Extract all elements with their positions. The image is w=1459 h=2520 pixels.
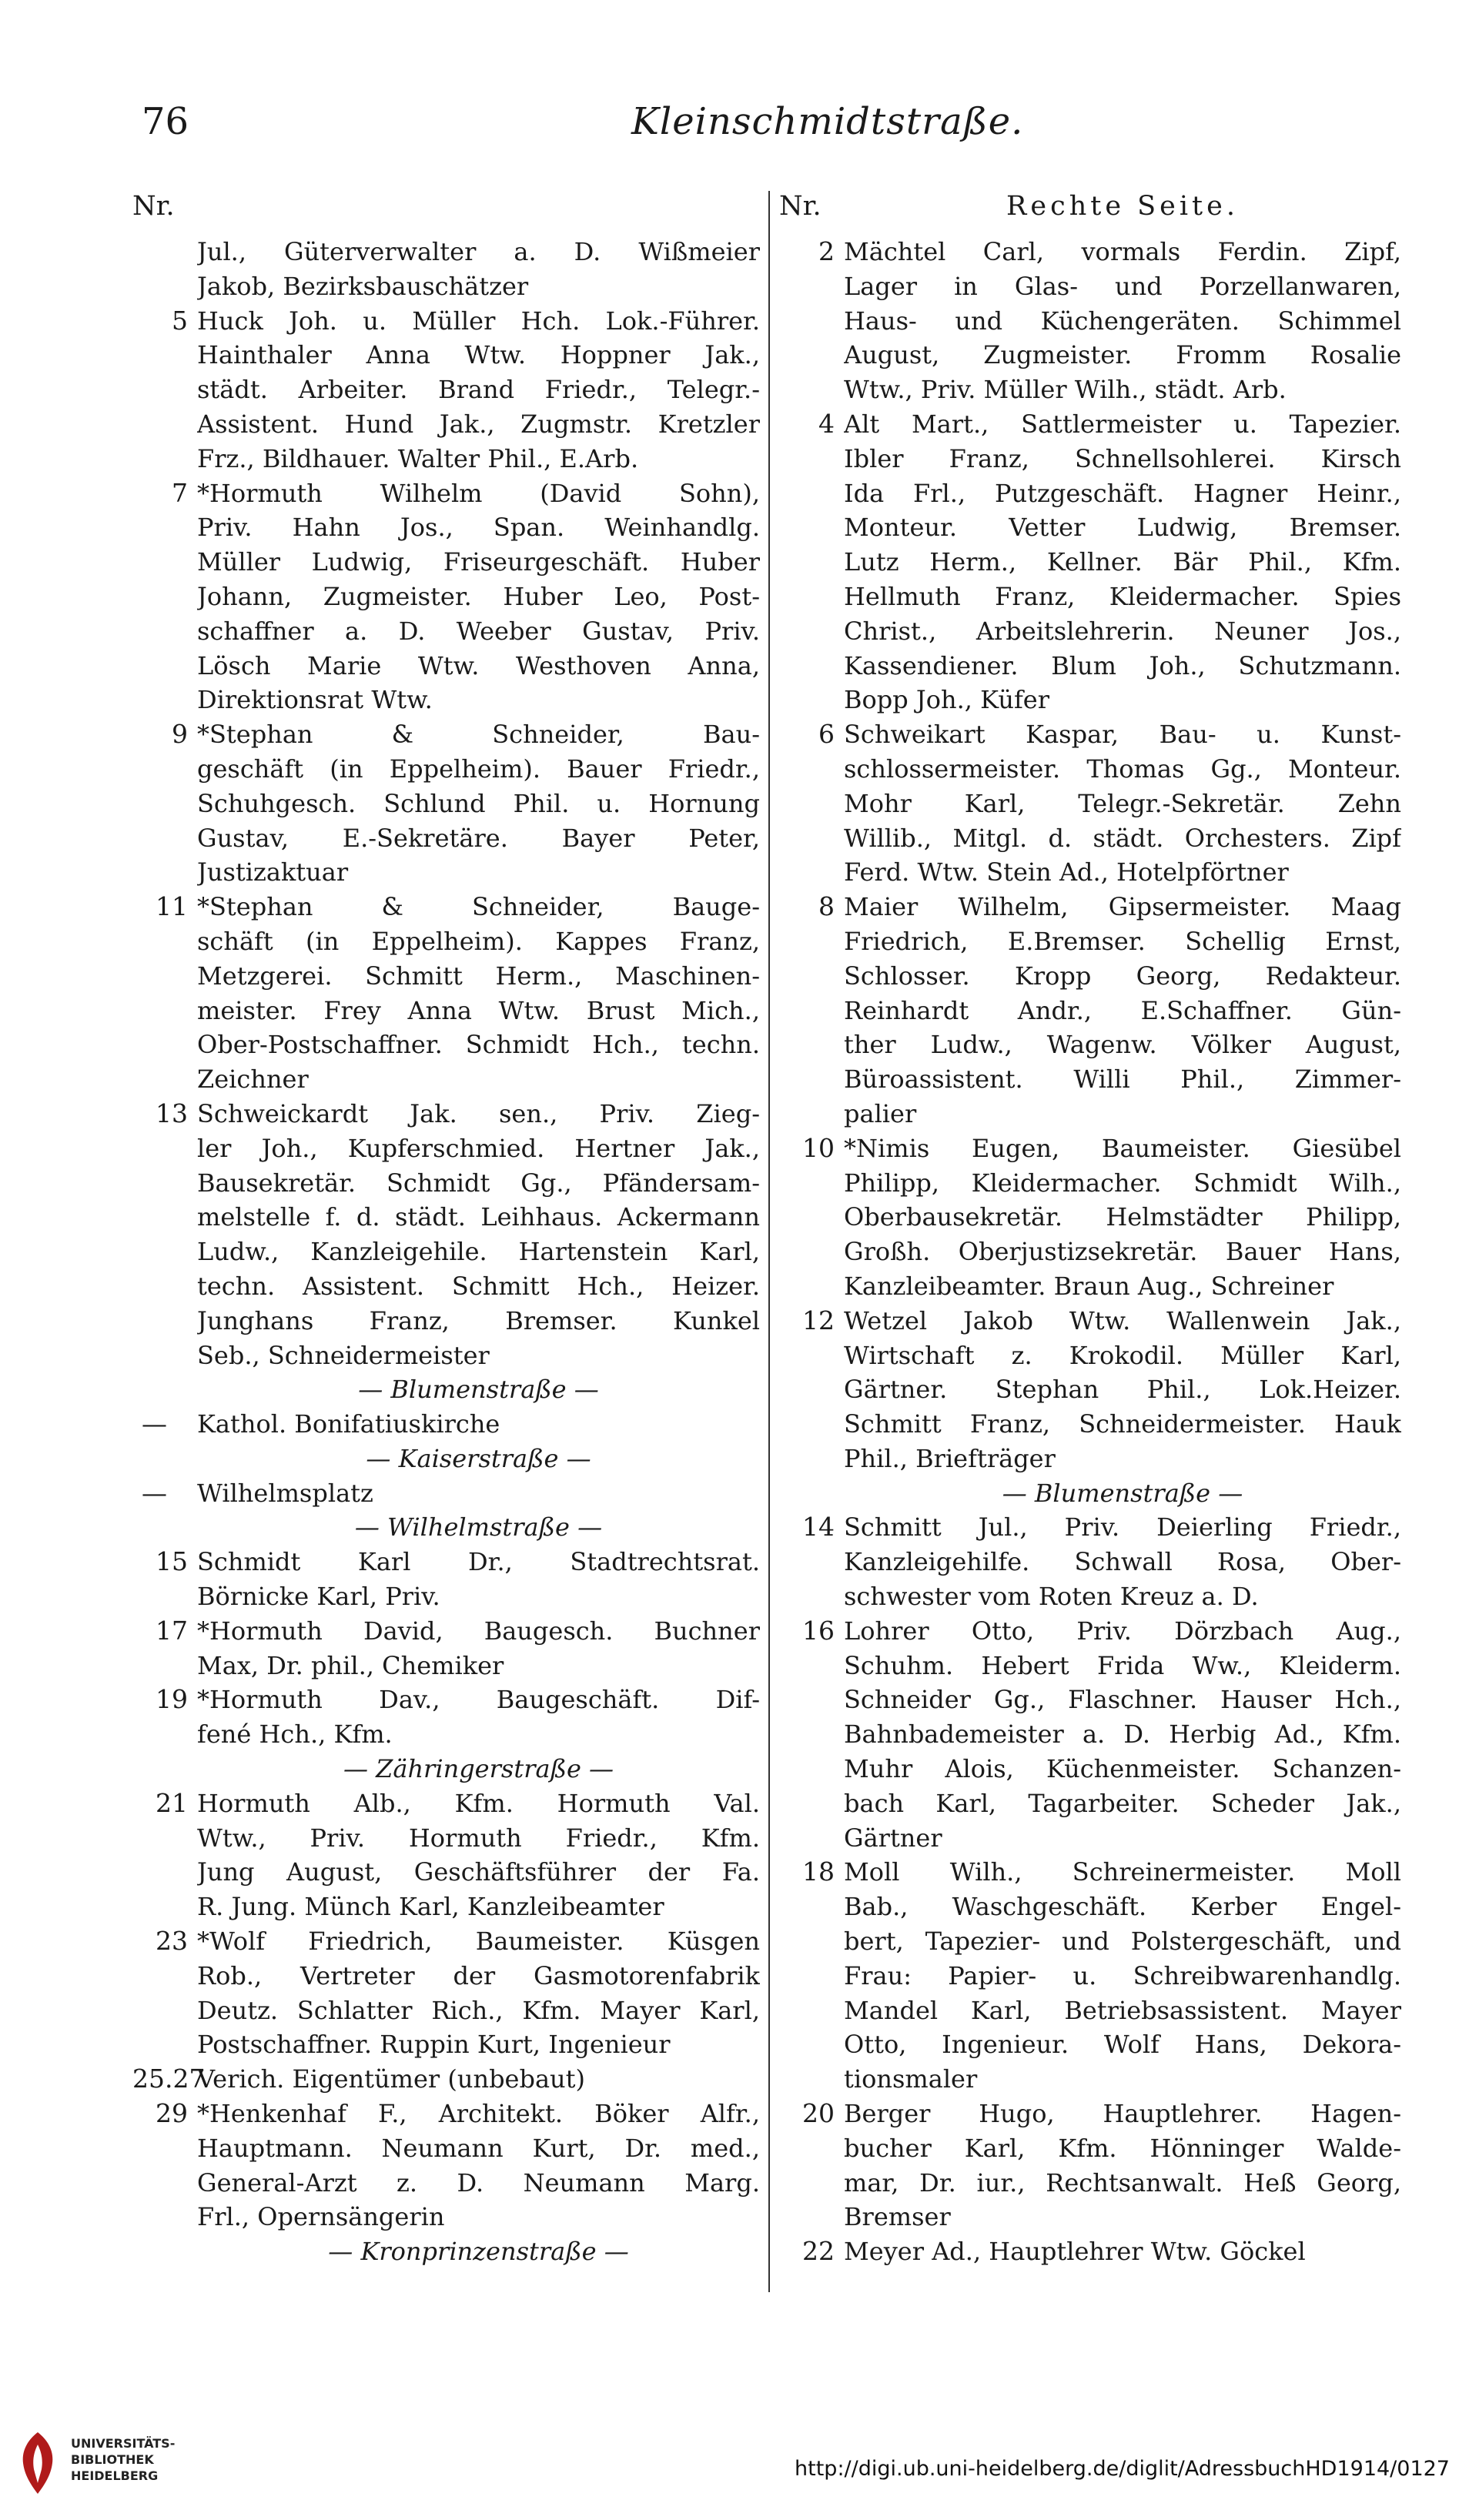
resident-lines: [197, 1752, 760, 1786]
resident-line: Deutz. Schlatter Rich., Kfm. Mayer Karl,: [197, 1995, 760, 2025]
resident-line: *Hormuth David, Baugesch. Buchner: [197, 1616, 760, 1646]
resident-lines: [844, 1131, 1401, 1304]
address-entry: [779, 235, 1401, 407]
house-number: [132, 235, 197, 304]
resident-line: ler Joh., Kupferschmied. Hertner Jak.,: [197, 1133, 760, 1163]
address-entry: [779, 407, 1401, 717]
address-entry: [132, 1786, 760, 1924]
resident-lines: [197, 2062, 760, 2097]
address-entry: [132, 1545, 760, 1614]
resident-line: Bahnbademeister a. D. Herbig Ad., Kfm.: [844, 1720, 1401, 1750]
house-number: 8: [818, 891, 835, 922]
resident-line: Meyer Ad., Hauptlehrer Wtw. Göckel: [844, 2237, 1306, 2267]
resident-line: Priv. Hahn Jos., Span. Weinhandlg.: [197, 513, 760, 543]
resident-lines: [197, 1476, 760, 1511]
resident-line: *Stephan & Schneider, Bauge-: [197, 892, 760, 922]
cross-street-marker: [132, 2234, 760, 2269]
resident-line: Zeichner: [197, 1064, 309, 1095]
resident-line: Schweikart Kaspar, Bau- u. Kunst-: [844, 720, 1401, 750]
resident-lines: [197, 1614, 760, 1683]
resident-line: Büroassistent. Willi Phil., Zimmer-: [844, 1064, 1401, 1095]
house-number: 13: [156, 1098, 188, 1128]
resident-line: Gärtner: [844, 1823, 942, 1853]
source-url-link[interactable]: http://digi.ub.uni-heidelberg.de/diglit/AdressbuchHD1914/0127: [795, 2457, 1450, 2481]
resident-line: Börnicke Karl, Priv.: [197, 1582, 440, 1612]
resident-line: Oberbausekretär. Helmstädter Philipp,: [844, 1202, 1401, 1232]
cross-street-marker: [132, 1442, 760, 1476]
resident-line: Bab., Waschgeschäft. Kerber Engel-: [844, 1892, 1401, 1922]
library-name: [71, 2435, 175, 2484]
address-entry: [132, 1407, 760, 1442]
address-entry: [132, 1614, 760, 1683]
resident-line: Justizaktuar: [197, 857, 349, 887]
resident-line: Ferd. Wtw. Stein Ad., Hotelpförtner: [844, 857, 1289, 887]
resident-line: Mohr Karl, Telegr.-Sekretär. Zehn: [844, 788, 1401, 818]
resident-line: Schlosser. Kropp Georg, Redakteur.: [844, 961, 1401, 991]
resident-lines: [197, 1442, 760, 1476]
resident-line: geschäft (in Eppelheim). Bauer Friedr.,: [197, 754, 760, 784]
resident-line: Ibler Franz, Schnellsohlerei. Kirsch: [844, 443, 1401, 473]
address-entry: [779, 2234, 1401, 2269]
resident-line: Ida Frl., Putzgeschäft. Hagner Heinr.,: [844, 478, 1401, 508]
resident-lines: [197, 476, 760, 718]
resident-lines: [844, 1855, 1401, 2097]
house-number: [132, 1510, 197, 1545]
resident-line: Monteur. Vetter Ludwig, Bremser.: [844, 513, 1401, 543]
page-header: [0, 100, 1459, 162]
resident-lines: [197, 1683, 760, 1752]
resident-line: Johann, Zugmeister. Huber Leo, Post-: [197, 581, 760, 611]
resident-line: Verich. Eigentümer (unbebaut): [197, 2064, 585, 2094]
house-number: [132, 2234, 197, 2269]
resident-line: bucher Karl, Kfm. Hönninger Walde-: [844, 2133, 1401, 2163]
resident-line: Kathol. Bonifatiuskirche: [197, 1409, 500, 1439]
resident-lines: [197, 1545, 760, 1614]
address-entry: [132, 2062, 760, 2097]
house-number: 17: [156, 1615, 188, 1646]
resident-line: Jung August, Geschäftsführer der Fa.: [197, 1857, 760, 1887]
resident-line: Hainthaler Anna Wtw. Hoppner Jak.,: [197, 340, 760, 370]
resident-line: Großh. Oberjustizsekretär. Bauer Hans,: [844, 1237, 1401, 1267]
library-line: BIBLIOTHEK: [71, 2452, 154, 2467]
resident-line: August, Zugmeister. Fromm Rosalie: [844, 340, 1401, 370]
address-entry: [779, 717, 1401, 890]
resident-lines: [197, 890, 760, 1097]
left-column: [132, 191, 760, 2292]
resident-line: Schmidt Karl Dr., Stadtrechtsrat.: [197, 1547, 760, 1577]
resident-lines: [197, 717, 760, 890]
resident-lines: [844, 1510, 1401, 1613]
house-number: 12: [802, 1305, 835, 1335]
resident-line: Schmitt Franz, Schneidermeister. Hauk: [844, 1409, 1401, 1439]
address-entry: [132, 476, 760, 718]
resident-line: Frau: Papier- u. Schreibwarenhandlg.: [844, 1960, 1401, 1990]
house-number: 22: [802, 2236, 835, 2267]
address-entry: [132, 235, 760, 304]
address-entry: [132, 1683, 760, 1752]
resident-line: Seb., Schneidermeister: [197, 1340, 490, 1370]
resident-line: ther Ludw., Wagenw. Völker August,: [844, 1030, 1401, 1060]
resident-line: Metzgerei. Schmitt Herm., Maschinen-: [197, 961, 760, 991]
house-number: 21: [156, 1787, 188, 1818]
house-number: 16: [802, 1615, 835, 1646]
resident-line: Otto, Ingenieur. Wolf Hans, Dekora-: [844, 2030, 1401, 2060]
house-number: [779, 1476, 844, 1511]
house-number: 11: [156, 891, 188, 922]
resident-line: Muhr Alois, Küchenmeister. Schanzen-: [844, 1754, 1401, 1784]
resident-line: Bremser: [844, 2202, 951, 2232]
house-number: 18: [802, 1857, 835, 1887]
address-entry: [132, 1476, 760, 1511]
resident-line: Müller Ludwig, Friseurgeschäft. Huber: [197, 547, 760, 577]
address-entry: [779, 2097, 1401, 2234]
cross-street-marker: [779, 1476, 1401, 1511]
resident-line: Mandel Karl, Betriebsassistent. Mayer: [844, 1995, 1401, 2025]
resident-line: schlossermeister. Thomas Gg., Monteur.: [844, 754, 1401, 784]
resident-line: Wilhelmsplatz: [197, 1478, 373, 1508]
resident-line: Berger Hugo, Hauptlehrer. Hagen-: [844, 2099, 1401, 2129]
resident-line: *Stephan & Schneider, Bau-: [197, 720, 760, 750]
resident-line: techn. Assistent. Schmitt Hch., Heizer.: [197, 1271, 760, 1301]
house-number: 10: [802, 1132, 835, 1163]
resident-lines: [197, 1510, 760, 1545]
resident-line: Gärtner. Stephan Phil., Lok.Heizer.: [844, 1375, 1401, 1405]
resident-line: bach Karl, Tagarbeiter. Scheder Jak.,: [844, 1788, 1401, 1818]
resident-line: Wirtschaft z. Krokodil. Müller Karl,: [844, 1340, 1401, 1370]
resident-line: Schweickardt Jak. sen., Priv. Zieg-: [197, 1098, 760, 1128]
resident-line: Lohrer Otto, Priv. Dörzbach Aug.,: [844, 1616, 1401, 1646]
resident-lines: [197, 1407, 760, 1442]
resident-lines: [197, 2234, 760, 2269]
resident-line: schäft (in Eppelheim). Kappes Franz,: [197, 926, 760, 956]
street-name: — Wilhelmstraße —: [354, 1512, 603, 1542]
cross-street-marker: [132, 1752, 760, 1786]
street-name: — Blumenstraße —: [1002, 1478, 1243, 1508]
resident-line: bert, Tapezier- und Polstergeschäft, und: [844, 1927, 1401, 1957]
house-number: —: [142, 1477, 167, 1508]
house-number: —: [142, 1409, 167, 1439]
side-label: Rechte Seite.: [1006, 191, 1239, 222]
address-entry: [132, 304, 760, 476]
resident-lines: [197, 1372, 760, 1407]
address-entry: [779, 1304, 1401, 1476]
resident-line: Bausekretär. Schmidt Gg., Pfändersam-: [197, 1168, 760, 1198]
house-number: [132, 1752, 197, 1786]
street-name: — Kronprinzenstraße —: [328, 2237, 629, 2267]
street-name: — Blumenstraße —: [358, 1375, 599, 1405]
resident-line: fené Hch., Kfm.: [197, 1720, 393, 1750]
resident-line: Kanzleibeamter. Braun Aug., Schreiner: [844, 1271, 1334, 1301]
right-column-header: [779, 191, 1401, 235]
resident-line: Frl., Opernsängerin: [197, 2202, 445, 2232]
university-seal-icon: [14, 2429, 62, 2497]
house-number: 7: [172, 477, 188, 508]
resident-line: Junghans Franz, Bremser. Kunkel: [197, 1305, 760, 1335]
resident-lines: [844, 407, 1401, 717]
resident-lines: [844, 2097, 1401, 2234]
address-entry: [779, 1614, 1401, 1856]
resident-lines: [844, 1614, 1401, 1856]
house-number: 20: [802, 2098, 835, 2129]
resident-lines: [844, 1304, 1401, 1476]
resident-line: Kanzleigehilfe. Schwall Rosa, Ober-: [844, 1547, 1401, 1577]
resident-line: Assistent. Hund Jak., Zugmstr. Kretzler: [197, 409, 760, 439]
resident-lines: [197, 1786, 760, 1924]
address-entry: [132, 717, 760, 890]
resident-line: Schneider Gg., Flaschner. Hauser Hch.,: [844, 1685, 1401, 1715]
house-number: 14: [802, 1512, 835, 1542]
running-title: Kleinschmidtstraße.: [631, 100, 1024, 143]
resident-line: städt. Arbeiter. Brand Friedr., Telegr.-: [197, 375, 760, 405]
resident-line: Postschaffner. Ruppin Kurt, Ingenieur: [197, 2030, 671, 2060]
house-number: 4: [818, 408, 835, 439]
resident-line: Lager in Glas- und Porzellanwaren,: [844, 271, 1401, 301]
resident-line: Mächtel Carl, vormals Ferdin. Zipf,: [844, 237, 1401, 266]
library-line: HEIDELBERG: [71, 2468, 159, 2483]
resident-line: meister. Frey Anna Wtw. Brust Mich.,: [197, 995, 760, 1025]
resident-line: Philipp, Kleidermacher. Schmidt Wilh.,: [844, 1168, 1401, 1198]
left-column-header: [132, 191, 760, 235]
resident-lines: [197, 1097, 760, 1372]
resident-line: schaffner a. D. Weeber Gustav, Priv.: [197, 616, 760, 646]
resident-lines: [844, 717, 1401, 890]
resident-line: Friedrich, E.Bremser. Schellig Ernst,: [844, 926, 1401, 956]
right-entries: [779, 235, 1401, 2269]
street-name: — Zähringerstraße —: [343, 1754, 614, 1784]
cross-street-marker: [132, 1372, 760, 1407]
house-number: 19: [156, 1684, 188, 1715]
resident-line: Haus- und Küchengeräten. Schimmel: [844, 306, 1401, 336]
right-column: [779, 191, 1401, 2292]
resident-line: palier: [844, 1098, 917, 1128]
resident-line: Rob., Vertreter der Gasmotorenfabrik: [197, 1960, 760, 1990]
left-entries: [132, 235, 760, 2269]
address-entry: [779, 1510, 1401, 1613]
house-number: 2: [818, 236, 835, 266]
house-number: 23: [156, 1926, 188, 1957]
resident-line: *Hormuth Wilhelm (David Sohn),: [197, 478, 760, 508]
resident-line: R. Jung. Münch Karl, Kanzleibeamter: [197, 1892, 664, 1922]
street-name: — Kaiserstraße —: [366, 1443, 591, 1473]
address-entry: [132, 1097, 760, 1372]
resident-line: melstelle f. d. städt. Leihhaus. Ackermann: [197, 1202, 760, 1232]
address-entry: [132, 2097, 760, 2234]
resident-line: Max, Dr. phil., Chemiker: [197, 1650, 504, 1680]
house-number: 9: [172, 719, 188, 750]
resident-line: Ludw., Kanzleigehile. Hartenstein Karl,: [197, 1237, 760, 1267]
resident-line: tionsmaler: [844, 2064, 978, 2094]
resident-line: Jakob, Bezirksbauschätzer: [197, 271, 529, 301]
resident-line: Wtw., Priv. Müller Wilh., städt. Arb.: [844, 375, 1287, 405]
resident-line: Frz., Bildhauer. Walter Phil., E.Arb.: [197, 443, 639, 473]
address-entry: [779, 1855, 1401, 2097]
resident-line: Kassendiener. Blum Joh., Schutzmann.: [844, 650, 1401, 680]
resident-line: Willib., Mitgl. d. städt. Orchesters. Zipf: [844, 823, 1401, 853]
address-entry: [132, 1924, 760, 2062]
resident-line: Maier Wilhelm, Gipsermeister. Maag: [844, 892, 1401, 922]
resident-line: Wtw., Priv. Hormuth Friedr., Kfm.: [197, 1823, 760, 1853]
resident-line: Alt Mart., Sattlermeister u. Tapezier.: [844, 409, 1401, 439]
nr-label: Nr.: [779, 191, 822, 222]
house-number: [132, 1372, 197, 1407]
house-number: 5: [172, 305, 188, 336]
resident-lines: [197, 2097, 760, 2234]
address-entry: [779, 890, 1401, 1131]
resident-line: Lutz Herm., Kellner. Bär Phil., Kfm.: [844, 547, 1401, 577]
address-entry: [779, 1131, 1401, 1304]
resident-line: Bopp Joh., Küfer: [844, 685, 1050, 715]
resident-lines: [197, 304, 760, 476]
resident-line: Direktionsrat Wtw.: [197, 685, 433, 715]
resident-line: Schmitt Jul., Priv. Deierling Friedr.,: [844, 1512, 1401, 1542]
resident-line: Hormuth Alb., Kfm. Hormuth Val.: [197, 1788, 760, 1818]
library-line: UNIVERSITÄTS-: [71, 2436, 176, 2451]
house-number: 25.27: [132, 2064, 206, 2094]
resident-line: Ober-Postschaffner. Schmidt Hch., techn.: [197, 1030, 760, 1060]
resident-line: Huck Joh. u. Müller Hch. Lok.-Führer.: [197, 306, 760, 336]
resident-lines: [844, 1476, 1401, 1511]
resident-line: schwester vom Roten Kreuz a. D.: [844, 1582, 1259, 1612]
house-number: 15: [156, 1546, 188, 1577]
house-number: 29: [156, 2098, 188, 2129]
nr-label: Nr.: [132, 191, 175, 222]
resident-line: Jul., Güterverwalter a. D. Wißmeier: [197, 237, 760, 266]
cross-street-marker: [132, 1510, 760, 1545]
resident-line: Reinhardt Andr., E.Schaffner. Gün-: [844, 995, 1401, 1025]
house-number: [132, 1442, 197, 1476]
resident-line: *Hormuth Dav., Baugeschäft. Dif-: [197, 1685, 760, 1715]
resident-line: mar, Dr. iur., Rechtsanwalt. Heß Georg,: [844, 2167, 1401, 2197]
house-number: 6: [818, 719, 835, 750]
page-number: 76: [142, 100, 189, 143]
resident-line: Christ., Arbeitslehrerin. Neuner Jos.,: [844, 616, 1401, 646]
column-divider: [768, 191, 770, 2292]
resident-lines: [844, 890, 1401, 1131]
resident-line: Lösch Marie Wtw. Westhoven Anna,: [197, 650, 760, 680]
resident-line: *Henkenhaf F., Architekt. Böker Alfr.,: [197, 2099, 760, 2129]
resident-line: Hauptmann. Neumann Kurt, Dr. med.,: [197, 2133, 760, 2163]
resident-line: General-Arzt z. D. Neumann Marg.: [197, 2167, 760, 2197]
resident-line: Wetzel Jakob Wtw. Wallenwein Jak.,: [844, 1305, 1401, 1335]
resident-lines: [844, 235, 1401, 407]
resident-line: *Nimis Eugen, Baumeister. Giesübel: [844, 1133, 1401, 1163]
address-entry: [132, 890, 760, 1097]
resident-line: Schuhm. Hebert Frida Ww., Kleiderm.: [844, 1650, 1401, 1680]
resident-line: Schuhgesch. Schlund Phil. u. Hornung: [197, 788, 760, 818]
footer: [0, 2425, 1459, 2509]
resident-line: Phil., Briefträger: [844, 1443, 1056, 1473]
resident-line: Hellmuth Franz, Kleidermacher. Spies: [844, 581, 1401, 611]
resident-lines: [197, 235, 760, 304]
resident-lines: [197, 1924, 760, 2062]
resident-lines: [844, 2234, 1401, 2269]
resident-line: Moll Wilh., Schreinermeister. Moll: [844, 1857, 1401, 1887]
resident-line: Gustav, E.-Sekretäre. Bayer Peter,: [197, 823, 760, 853]
resident-line: *Wolf Friedrich, Baumeister. Küsgen: [197, 1927, 760, 1957]
